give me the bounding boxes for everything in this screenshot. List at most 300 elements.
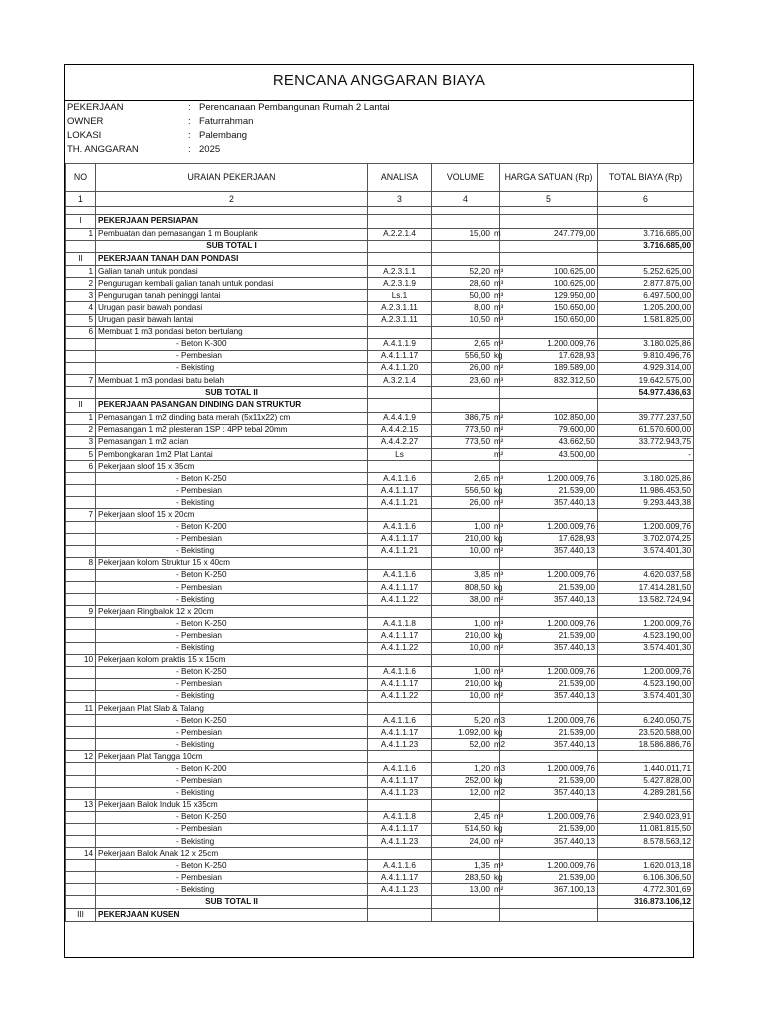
volume-cell: [432, 338, 504, 350]
volume-unit: m³: [494, 618, 504, 628]
empty-cell: [66, 860, 96, 872]
empty-cell: [66, 884, 96, 896]
analisa-code: [368, 509, 432, 521]
total-cost: 9.293.443,38: [598, 497, 694, 509]
column-index: 6: [598, 192, 694, 207]
empty-cell: [66, 727, 96, 739]
total-cost: 3.180.025,86: [598, 338, 694, 350]
volume-value: 808,50: [464, 582, 490, 592]
unit-price: [500, 751, 598, 763]
budget-table-body: [66, 207, 694, 922]
volume-value: 1.092,00: [458, 727, 490, 737]
total-cost: 1.200.009,76: [598, 618, 694, 630]
empty-cell: [66, 473, 96, 485]
volume-value: 26,00: [469, 363, 490, 373]
unit-price: 102.850,00: [500, 412, 598, 424]
item-description: - Bekisting: [96, 690, 368, 702]
item-description: - Pembesian: [96, 630, 368, 642]
total-cost: 4.620.037,58: [598, 569, 694, 581]
item-description: - Bekisting: [96, 497, 368, 509]
empty-cell: [432, 207, 500, 215]
empty-cell: [66, 594, 96, 606]
analisa-code: A.4.1.1.17: [368, 775, 432, 787]
volume-cell: [432, 290, 504, 302]
analisa-code: [368, 799, 432, 811]
item-description: Pekerjaan sloof 15 x 20cm: [96, 509, 368, 521]
total-cost: 1.205.200,00: [598, 302, 694, 314]
empty-cell: [432, 215, 500, 229]
empty-cell: [66, 896, 96, 908]
unit-price: 1.200.009,76: [500, 473, 598, 485]
sub-item-row: [66, 775, 694, 787]
item-description: Pekerjaan Ringbalok 12 x 20cm: [96, 606, 368, 618]
sub-item-row: [66, 690, 694, 702]
item-description: Pekerjaan kolom praktis 15 x 15cm: [96, 654, 368, 666]
analisa-code: A.2.3.1.11: [368, 302, 432, 314]
item-row: [66, 375, 694, 387]
unit-price: 247.779,00: [500, 228, 598, 240]
volume-cell: [432, 848, 500, 860]
item-row: [66, 326, 694, 338]
empty-cell: [66, 787, 96, 799]
item-description: - Bekisting: [96, 787, 368, 799]
empty-cell: [66, 642, 96, 654]
total-cost: [598, 606, 694, 618]
volume-cell: [432, 350, 503, 362]
item-description: - Pembesian: [96, 775, 368, 787]
analisa-code: Ls: [368, 449, 432, 461]
item-description: - Beton K-250: [96, 473, 368, 485]
analisa-code: A.4.1.1.6: [368, 715, 432, 727]
volume-value: 5,20: [474, 715, 490, 725]
unit-price: 357.440,13: [500, 739, 598, 751]
volume-cell: [432, 569, 504, 581]
total-cost: 4.772.301,69: [598, 884, 694, 896]
volume-cell: [432, 412, 504, 424]
unit-price: [500, 509, 598, 521]
item-description: - Pembesian: [96, 727, 368, 739]
sub-item-row: [66, 739, 694, 751]
empty-cell: [96, 207, 368, 215]
volume-cell: [432, 473, 504, 485]
analisa-code: A.4.1.1.17: [368, 485, 432, 497]
volume-unit: m²: [494, 497, 504, 507]
volume-value: 52,00: [469, 739, 490, 749]
item-description: Urugan pasir bawah lantai: [96, 314, 368, 326]
volume-cell: [432, 702, 500, 714]
item-row: [66, 449, 694, 461]
empty-cell: [368, 240, 432, 252]
total-cost: 23.520.588,00: [598, 727, 694, 739]
analisa-code: A.4.1.1.17: [368, 350, 432, 362]
section-title: PEKERJAAN PASANGAN DINDING DAN STRUKTUR: [96, 399, 368, 413]
section-row: [66, 908, 694, 922]
volume-cell: [432, 690, 504, 702]
subtotal-row: [66, 240, 694, 252]
empty-cell: [368, 215, 432, 229]
analisa-code: A.2.2.1.4: [368, 228, 432, 240]
empty-cell: [66, 533, 96, 545]
analisa-code: [368, 606, 432, 618]
total-cost: 6.240.050,75: [598, 715, 694, 727]
info-colon: :: [188, 116, 191, 127]
item-row: [66, 314, 694, 326]
sub-item-row: [66, 473, 694, 485]
volume-cell: [432, 678, 503, 690]
item-description: Pembongkaran 1m2 Plat Lantai: [96, 449, 368, 461]
sub-item-row: [66, 787, 694, 799]
volume-cell: [432, 642, 504, 654]
unit-price: 1.200.009,76: [500, 763, 598, 775]
empty-cell: [598, 252, 694, 266]
volume-unit: m3: [494, 763, 506, 773]
unit-price: 21.539,00: [500, 582, 598, 594]
empty-cell: [66, 362, 96, 374]
volume-unit: m²: [494, 884, 504, 894]
info-colon: :: [188, 102, 191, 113]
analisa-code: A.4.1.1.21: [368, 497, 432, 509]
item-number: 3: [66, 436, 96, 448]
sub-item-row: [66, 497, 694, 509]
unit-price: 79.600,00: [500, 424, 598, 436]
analisa-code: A.4.1.1.22: [368, 594, 432, 606]
volume-cell: [432, 424, 504, 436]
volume-unit: m³: [494, 290, 504, 300]
analisa-code: [368, 557, 432, 569]
volume-unit: m²: [494, 643, 504, 653]
item-number: 13: [66, 799, 96, 811]
volume-unit: m²: [494, 691, 504, 701]
volume-cell: [432, 727, 503, 739]
analisa-code: A.4.1.1.8: [368, 811, 432, 823]
volume-cell: [432, 278, 504, 290]
header-uraian: URAIAN PEKERJAAN: [96, 164, 368, 192]
section-title: PEKERJAAN PERSIAPAN: [96, 215, 368, 229]
volume-unit: m³: [494, 570, 504, 580]
column-index: 1: [66, 192, 96, 207]
volume-cell: [432, 545, 504, 557]
unit-price: 100.625,00: [500, 278, 598, 290]
volume-unit: kg: [494, 485, 503, 495]
sub-item-row: [66, 727, 694, 739]
volume-unit: kg: [494, 776, 503, 786]
item-number: 7: [66, 509, 96, 521]
volume-unit: kg: [494, 727, 503, 737]
unit-price: 43.662,50: [500, 436, 598, 448]
item-number: 14: [66, 848, 96, 860]
header-volume: VOLUME: [432, 164, 500, 192]
volume-value: 2,65: [474, 473, 490, 483]
volume-cell: [432, 715, 506, 727]
unit-price: 357.440,13: [500, 497, 598, 509]
item-description: - Bekisting: [96, 642, 368, 654]
volume-cell: [432, 811, 504, 823]
total-cost: [598, 326, 694, 338]
unit-price: 17.628,93: [500, 350, 598, 362]
analisa-code: A.4.1.1.17: [368, 533, 432, 545]
subtotal-label: SUB TOTAL II: [96, 896, 368, 908]
item-description: - Beton K-250: [96, 715, 368, 727]
analisa-code: [368, 848, 432, 860]
item-description: - Beton K-200: [96, 521, 368, 533]
unit-price: [500, 702, 598, 714]
volume-value: 38,00: [469, 594, 490, 604]
item-number: 7: [66, 375, 96, 387]
analisa-code: A.4.4.2.15: [368, 424, 432, 436]
total-cost: 1.200.009,76: [598, 521, 694, 533]
sub-item-row: [66, 485, 694, 497]
item-description: Pekerjaan Plat Slab & Talang: [96, 702, 368, 714]
volume-unit: kg: [494, 351, 503, 361]
item-row: [66, 461, 694, 473]
info-label: OWNER: [67, 116, 104, 127]
total-cost: 3.574.401,30: [598, 545, 694, 557]
header-analisa: ANALISA: [368, 164, 432, 192]
total-cost: 4.523.190,00: [598, 630, 694, 642]
total-cost: 17.414.281,50: [598, 582, 694, 594]
volume-cell: [432, 449, 504, 461]
item-description: - Beton K-200: [96, 763, 368, 775]
sub-item-row: [66, 630, 694, 642]
volume-value: 15,00: [469, 229, 490, 239]
volume-unit: m2: [494, 788, 506, 798]
unit-price: 189.589,00: [500, 362, 598, 374]
item-description: - Beton K-250: [96, 569, 368, 581]
empty-cell: [66, 872, 96, 884]
analisa-code: [368, 326, 432, 338]
volume-value: 773,50: [464, 425, 490, 435]
item-number: 2: [66, 424, 96, 436]
volume-unit: m3: [494, 715, 506, 725]
empty-cell: [66, 207, 96, 215]
unit-price: 21.539,00: [500, 630, 598, 642]
analisa-code: A.4.1.1.22: [368, 690, 432, 702]
total-cost: 2.877.875,00: [598, 278, 694, 290]
analisa-code: A.4.1.1.6: [368, 860, 432, 872]
analisa-code: A.4.1.1.17: [368, 582, 432, 594]
total-cost: [598, 751, 694, 763]
item-number: 5: [66, 314, 96, 326]
sub-item-row: [66, 763, 694, 775]
rab-sheet: [64, 64, 694, 958]
item-row: [66, 412, 694, 424]
sub-item-row: [66, 618, 694, 630]
sub-item-row: [66, 533, 694, 545]
volume-value: 13,00: [469, 884, 490, 894]
volume-cell: [432, 362, 504, 374]
sub-item-row: [66, 569, 694, 581]
volume-unit: m³: [494, 667, 504, 677]
volume-value: 10,50: [469, 315, 490, 325]
volume-value: 1,20: [474, 763, 490, 773]
analisa-code: A.4.1.1.22: [368, 642, 432, 654]
total-cost: 1.620.013,18: [598, 860, 694, 872]
info-label: PEKERJAAN: [67, 102, 124, 113]
volume-unit: m³: [494, 812, 504, 822]
section-row: [66, 252, 694, 266]
item-row: [66, 424, 694, 436]
total-cost: -: [598, 449, 694, 461]
empty-cell: [368, 896, 432, 908]
info-value: Perencanaan Pembangunan Rumah 2 Lantai: [199, 102, 390, 113]
volume-value: 556,50: [464, 351, 490, 361]
analisa-code: A.4.1.1.23: [368, 836, 432, 848]
total-cost: 11.986.453,50: [598, 485, 694, 497]
volume-cell: [432, 739, 506, 751]
empty-cell: [432, 399, 500, 413]
column-index-row: [66, 192, 694, 207]
analisa-code: A.3.2.1.4: [368, 375, 432, 387]
total-cost: [598, 557, 694, 569]
volume-unit: m2: [494, 739, 506, 749]
column-index: 2: [96, 192, 368, 207]
item-description: - Bekisting: [96, 362, 368, 374]
volume-value: 24,00: [469, 836, 490, 846]
total-cost: 13.582.724,94: [598, 594, 694, 606]
empty-cell: [66, 811, 96, 823]
column-index: 3: [368, 192, 432, 207]
total-cost: 5.252.625,00: [598, 266, 694, 278]
unit-price: 1.200.009,76: [500, 521, 598, 533]
analisa-code: A.4.1.1.8: [368, 618, 432, 630]
analisa-code: A.4.1.1.21: [368, 545, 432, 557]
item-description: Pemasangan 1 m2 plesteran 1SP : 4PP tebal 20mm: [96, 424, 368, 436]
volume-unit: m³: [494, 522, 504, 532]
item-description: Pekerjaan Balok Induk 15 x35cm: [96, 799, 368, 811]
volume-value: 10,00: [469, 691, 490, 701]
item-description: - Bekisting: [96, 739, 368, 751]
empty-cell: [432, 387, 500, 399]
sub-item-row: [66, 715, 694, 727]
volume-value: 1,35: [474, 860, 490, 870]
item-number: 6: [66, 326, 96, 338]
unit-price: 367.100,13: [500, 884, 598, 896]
sub-item-row: [66, 666, 694, 678]
item-number: 5: [66, 449, 96, 461]
unit-price: 21.539,00: [500, 485, 598, 497]
empty-cell: [66, 521, 96, 533]
unit-price: 21.539,00: [500, 823, 598, 835]
unit-price: 357.440,13: [500, 545, 598, 557]
analisa-code: A.4.1.1.17: [368, 727, 432, 739]
sub-item-row: [66, 594, 694, 606]
unit-price: 21.539,00: [500, 872, 598, 884]
empty-cell: [432, 252, 500, 266]
total-cost: 39.777.237,50: [598, 412, 694, 424]
unit-price: 1.200.009,76: [500, 569, 598, 581]
unit-price: [500, 606, 598, 618]
unit-price: 150.650,00: [500, 314, 598, 326]
unit-price: 17.628,93: [500, 533, 598, 545]
total-cost: 33.772.943,75: [598, 436, 694, 448]
volume-unit: kg: [494, 679, 503, 689]
section-row: [66, 215, 694, 229]
volume-unit: m²: [494, 425, 504, 435]
item-number: 2: [66, 278, 96, 290]
info-label: LOKASI: [67, 130, 102, 141]
total-cost: 3.180.025,86: [598, 473, 694, 485]
analisa-code: A.4.1.1.23: [368, 787, 432, 799]
item-description: Pekerjaan sloof 15 x 35cm: [96, 461, 368, 473]
volume-cell: [432, 326, 500, 338]
sub-item-row: [66, 582, 694, 594]
total-cost: 19.642.575,00: [598, 375, 694, 387]
empty-cell: [500, 240, 598, 252]
empty-cell: [598, 399, 694, 413]
item-description: Pengurugan kembali galian tanah untuk pondasi: [96, 278, 368, 290]
column-index: 5: [500, 192, 598, 207]
volume-unit: m³: [494, 315, 504, 325]
sub-item-row: [66, 521, 694, 533]
item-description: - Pembesian: [96, 582, 368, 594]
volume-cell: [432, 436, 504, 448]
volume-unit: m³: [494, 860, 504, 870]
analisa-code: A.4.1.1.23: [368, 884, 432, 896]
volume-unit: m³: [494, 266, 504, 276]
empty-cell: [66, 582, 96, 594]
volume-cell: [432, 630, 503, 642]
volume-unit: m²: [494, 413, 504, 423]
empty-cell: [500, 215, 598, 229]
volume-value: 10,00: [469, 546, 490, 556]
item-description: Pekerjaan Balok Anak 12 x 25cm: [96, 848, 368, 860]
sub-item-row: [66, 884, 694, 896]
empty-cell: [66, 823, 96, 835]
empty-cell: [66, 387, 96, 399]
sub-item-row: [66, 642, 694, 654]
sub-item-row: [66, 811, 694, 823]
subtotal-row: [66, 387, 694, 399]
analisa-code: A.4.1.1.23: [368, 739, 432, 751]
volume-unit: m²: [494, 594, 504, 604]
item-description: Pekerjaan kolom Struktur 15 x 40cm: [96, 557, 368, 569]
item-number: 4: [66, 302, 96, 314]
volume-value: 12,00: [469, 788, 490, 798]
volume-value: 386,75: [464, 413, 490, 423]
item-number: 9: [66, 606, 96, 618]
empty-cell: [598, 207, 694, 215]
unit-price: 43.500,00: [500, 449, 598, 461]
analisa-code: [368, 461, 432, 473]
volume-cell: [432, 787, 506, 799]
item-description: - Bekisting: [96, 545, 368, 557]
item-description: Membuat 1 m3 pondasi beton bertulang: [96, 326, 368, 338]
empty-cell: [500, 896, 598, 908]
volume-value: 1,00: [474, 618, 490, 628]
volume-unit: kg: [494, 582, 503, 592]
info-colon: :: [188, 144, 191, 155]
item-description: Pengurugan tanah peninggi lantai: [96, 290, 368, 302]
volume-unit: m²: [494, 437, 504, 447]
item-number: 3: [66, 290, 96, 302]
total-cost: 5.427.828,00: [598, 775, 694, 787]
volume-unit: m²: [494, 449, 504, 459]
analisa-code: [368, 702, 432, 714]
item-row: [66, 290, 694, 302]
empty-cell: [500, 387, 598, 399]
subtotal-value: 3.716.685,00: [598, 240, 694, 252]
unit-price: [500, 326, 598, 338]
header-no: NO: [66, 164, 96, 192]
volume-unit: kg: [494, 824, 503, 834]
item-number: 1: [66, 228, 96, 240]
volume-cell: [432, 521, 504, 533]
volume-unit: kg: [494, 534, 503, 544]
analisa-code: A.4.1.1.17: [368, 823, 432, 835]
section-title: PEKERJAAN KUSEN: [96, 908, 368, 922]
volume-cell: [432, 302, 504, 314]
empty-cell: [66, 836, 96, 848]
